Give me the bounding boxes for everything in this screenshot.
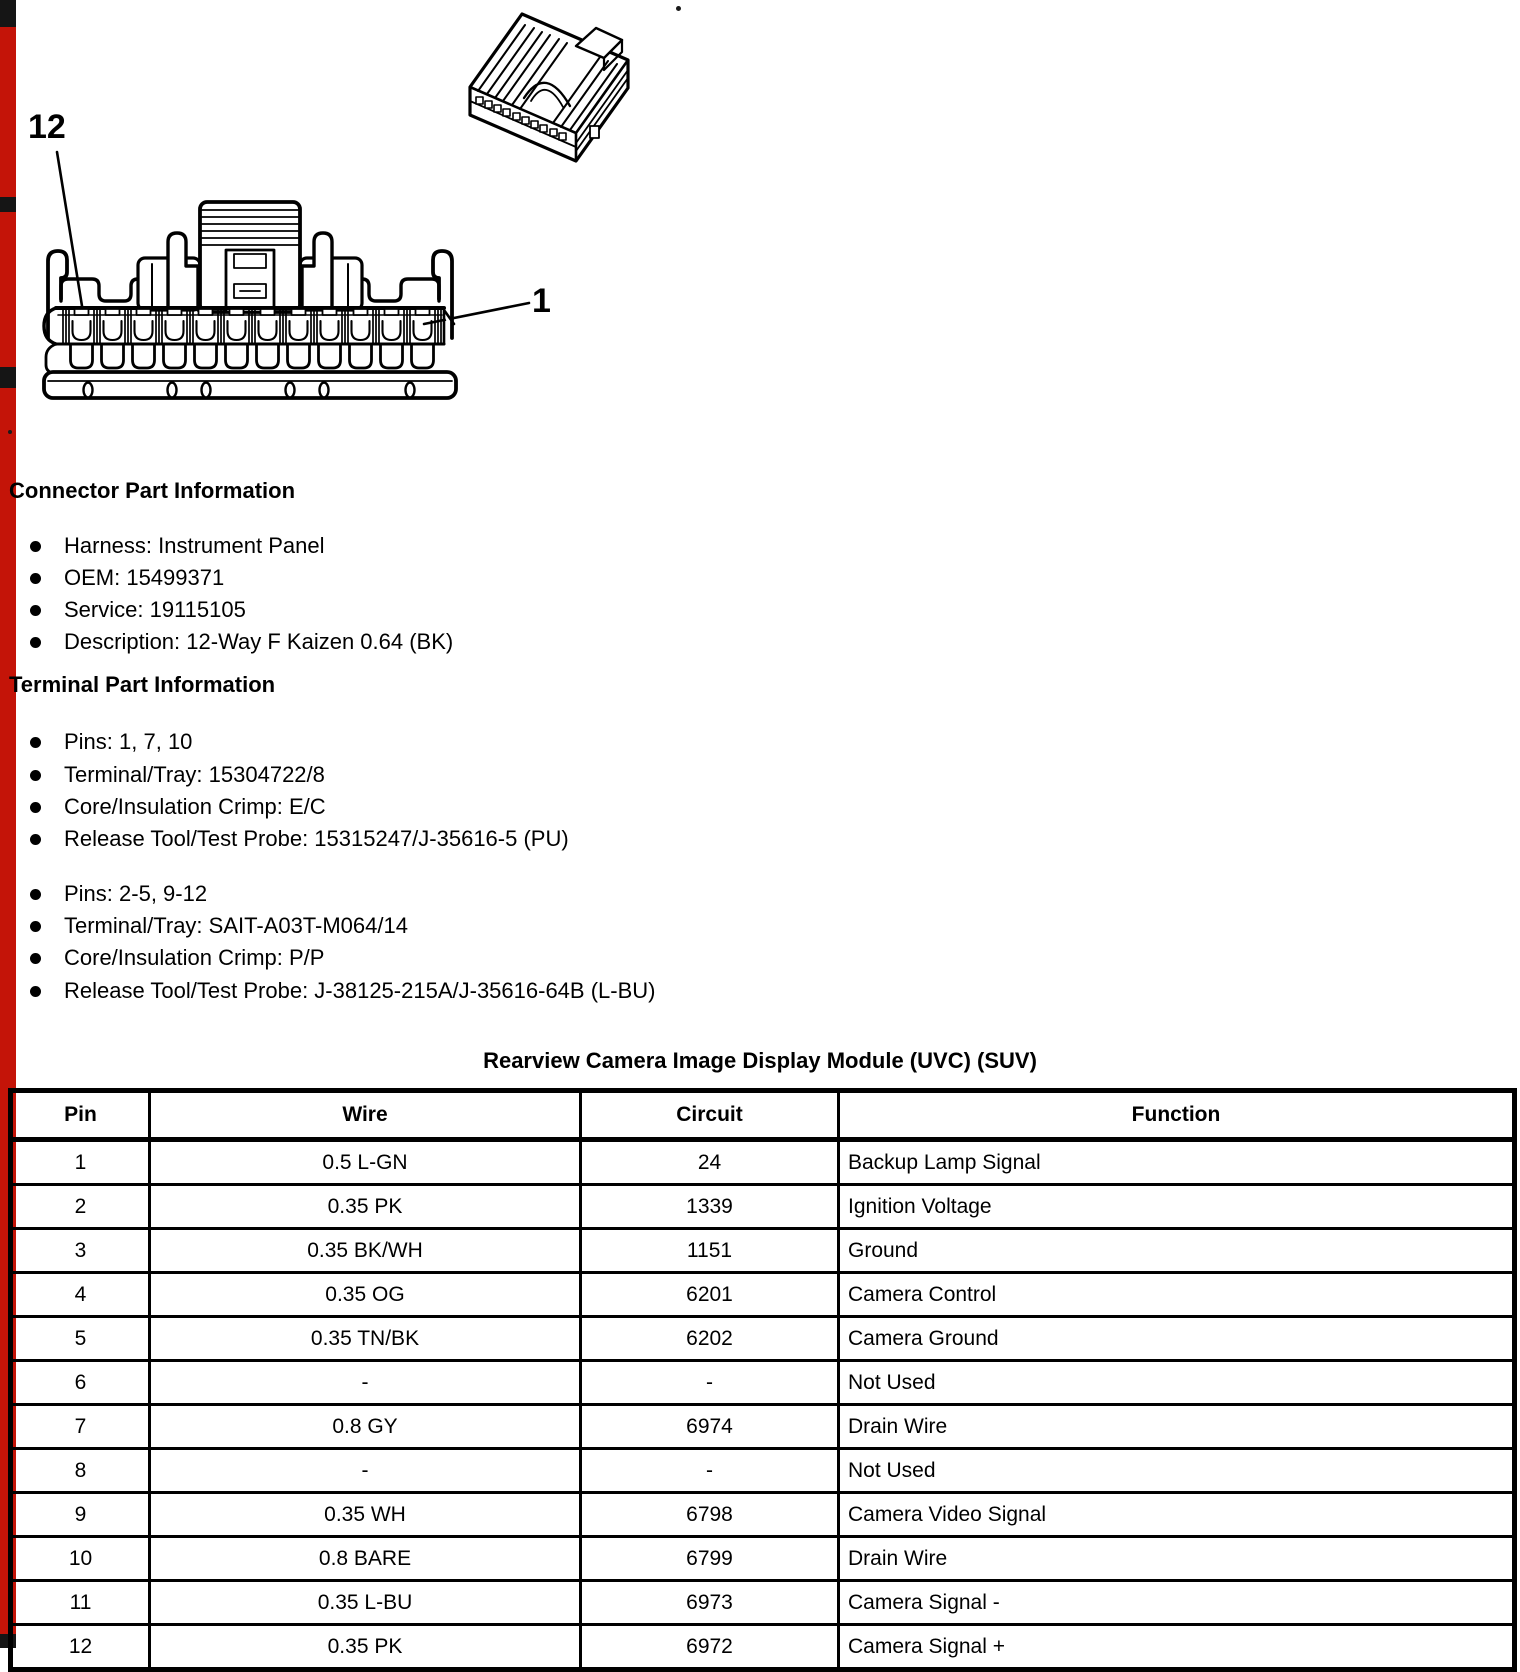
column-header-circuit: Circuit — [581, 1091, 839, 1140]
function-cell: Camera Signal - — [839, 1581, 1515, 1625]
bullet-icon — [30, 802, 41, 813]
function-cell: Backup Lamp Signal — [839, 1140, 1515, 1185]
bullet-icon — [30, 573, 41, 584]
column-header-function: Function — [839, 1091, 1515, 1140]
figure-label-pin-12: 12 — [28, 108, 66, 146]
wire-cell: 0.8 BARE — [150, 1537, 581, 1581]
pins-group2: Pins: 2-5, 9-12 — [64, 881, 208, 906]
release-tool-group1: Release Tool/Test Probe: 15315247/J-35616-5 (PU) — [64, 826, 569, 851]
list-item — [30, 881, 207, 907]
function-cell: Not Used — [839, 1449, 1515, 1493]
pin-cell: 5 — [11, 1317, 150, 1361]
wire-cell: 0.8 GY — [150, 1405, 581, 1449]
bullet-icon — [30, 834, 41, 845]
function-cell: Ignition Voltage — [839, 1185, 1515, 1229]
table-row — [11, 1317, 1515, 1361]
column-header-pin: Pin — [11, 1091, 150, 1140]
release-tool-group2: Release Tool/Test Probe: J-38125-215A/J-35616-64B (L-BU) — [64, 978, 656, 1003]
wire-cell: 0.35 WH — [150, 1493, 581, 1537]
bullet-icon — [30, 605, 41, 616]
wire-cell: 0.35 L-BU — [150, 1581, 581, 1625]
table-row — [11, 1140, 1515, 1185]
table-row — [11, 1581, 1515, 1625]
circuit-cell: 24 — [581, 1140, 839, 1185]
function-cell: Drain Wire — [839, 1537, 1515, 1581]
table-row — [11, 1449, 1515, 1493]
table-row — [11, 1185, 1515, 1229]
table-row — [11, 1493, 1515, 1537]
function-cell: Drain Wire — [839, 1405, 1515, 1449]
circuit-cell: 1151 — [581, 1229, 839, 1273]
bullet-icon — [30, 986, 41, 997]
wire-cell: 0.35 BK/WH — [150, 1229, 581, 1273]
circuit-cell: 1339 — [581, 1185, 839, 1229]
list-item — [30, 597, 246, 623]
harness-value: Harness: Instrument Panel — [64, 533, 325, 558]
wire-cell: 0.35 OG — [150, 1273, 581, 1317]
circuit-cell: - — [581, 1449, 839, 1493]
list-item — [30, 729, 192, 755]
function-cell: Ground — [839, 1229, 1515, 1273]
wire-cell: 0.35 TN/BK — [150, 1317, 581, 1361]
iso-connector-drawing — [470, 14, 628, 161]
pins-group1: Pins: 1, 7, 10 — [64, 729, 193, 754]
bullet-icon — [30, 953, 41, 964]
pin-cell: 9 — [11, 1493, 150, 1537]
figure-label-pin-1: 1 — [532, 282, 551, 320]
wire-cell: - — [150, 1361, 581, 1405]
bullet-icon — [30, 541, 41, 552]
list-item — [30, 945, 324, 971]
pin-cell: 11 — [11, 1581, 150, 1625]
connector-figure — [0, 0, 700, 412]
scan-speck — [8, 430, 12, 434]
function-cell: Camera Video Signal — [839, 1493, 1515, 1537]
function-cell: Camera Signal + — [839, 1625, 1515, 1670]
pin-cell: 4 — [11, 1273, 150, 1317]
list-item — [30, 978, 655, 1004]
circuit-cell: 6974 — [581, 1405, 839, 1449]
circuit-cell: 6972 — [581, 1625, 839, 1670]
oem-value: OEM: 15499371 — [64, 565, 225, 590]
crimp-group1: Core/Insulation Crimp: E/C — [64, 794, 326, 819]
terminal-tray-group2: Terminal/Tray: SAIT-A03T-M064/14 — [64, 913, 408, 938]
connector-part-information-heading: Connector Part Information — [9, 478, 296, 503]
bullet-icon — [30, 889, 41, 900]
circuit-cell: 6973 — [581, 1581, 839, 1625]
bullet-icon — [30, 737, 41, 748]
table-header-row — [11, 1091, 1515, 1140]
table-row — [11, 1273, 1515, 1317]
list-item — [30, 913, 408, 939]
terminal-part-information-heading: Terminal Part Information — [9, 672, 276, 697]
pin-table-title: Rearview Camera Image Display Module (UVC) (SUV) — [483, 1048, 1037, 1073]
table-row — [11, 1405, 1515, 1449]
function-cell: Camera Control — [839, 1273, 1515, 1317]
function-cell: Camera Ground — [839, 1317, 1515, 1361]
pin-cell: 3 — [11, 1229, 150, 1273]
pin-cell: 6 — [11, 1361, 150, 1405]
bullet-icon — [30, 637, 41, 648]
description-value: Description: 12-Way F Kaizen 0.64 (BK) — [64, 629, 454, 654]
table-row — [11, 1537, 1515, 1581]
service-value: Service: 19115105 — [64, 597, 246, 622]
wire-cell: 0.5 L-GN — [150, 1140, 581, 1185]
circuit-cell: 6799 — [581, 1537, 839, 1581]
wire-cell: - — [150, 1449, 581, 1493]
function-cell: Not Used — [839, 1361, 1515, 1405]
pin-cell: 10 — [11, 1537, 150, 1581]
pin-cell: 2 — [11, 1185, 150, 1229]
circuit-cell: 6201 — [581, 1273, 839, 1317]
list-item — [30, 826, 569, 852]
wire-cell: 0.35 PK — [150, 1625, 581, 1670]
pin-cell: 12 — [11, 1625, 150, 1670]
list-item — [30, 762, 325, 788]
front-connector-drawing — [44, 152, 529, 398]
table-row — [11, 1625, 1515, 1670]
pin-cell: 7 — [11, 1405, 150, 1449]
wire-cell: 0.35 PK — [150, 1185, 581, 1229]
list-item — [30, 629, 453, 655]
pinout-table — [8, 1088, 1517, 1672]
list-item — [30, 565, 224, 591]
table-row — [11, 1229, 1515, 1273]
circuit-cell: 6798 — [581, 1493, 839, 1537]
table-row — [11, 1361, 1515, 1405]
column-header-wire: Wire — [150, 1091, 581, 1140]
pin-cell: 8 — [11, 1449, 150, 1493]
crimp-group2: Core/Insulation Crimp: P/P — [64, 945, 325, 970]
circuit-cell: 6202 — [581, 1317, 839, 1361]
bullet-icon — [30, 921, 41, 932]
bullet-icon — [30, 770, 41, 781]
terminal-tray-group1: Terminal/Tray: 15304722/8 — [64, 762, 325, 787]
list-item — [30, 794, 326, 820]
list-item — [30, 533, 324, 559]
circuit-cell: - — [581, 1361, 839, 1405]
pin-cell: 1 — [11, 1140, 150, 1185]
